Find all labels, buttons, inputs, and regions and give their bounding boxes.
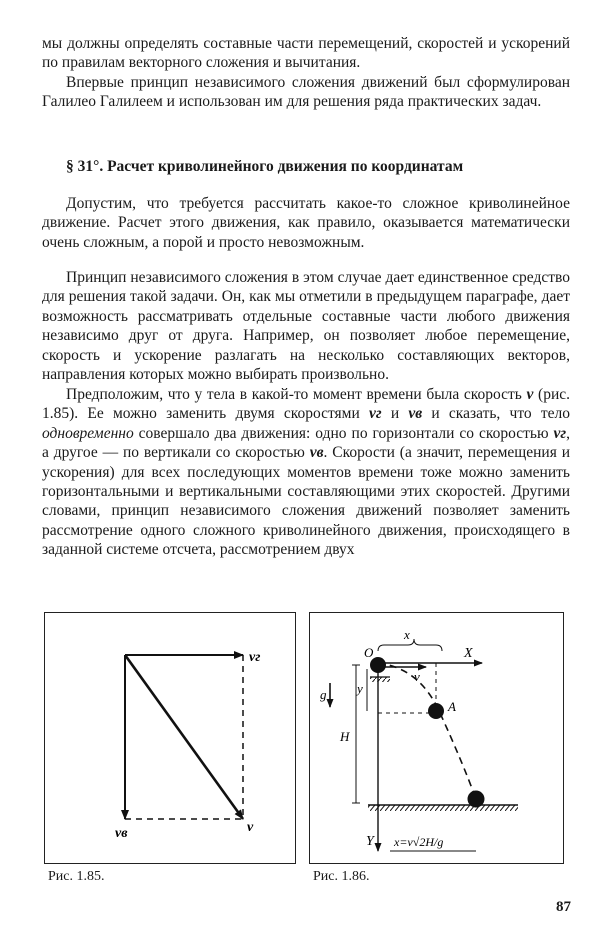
symbol-vg: vг <box>369 405 382 423</box>
section-heading: § 31°. Расчет криволинейного движения по координатам <box>66 158 464 175</box>
label-origin: O <box>364 645 374 660</box>
label-vg: vг <box>249 650 261 665</box>
label-x-distance: x <box>404 627 410 642</box>
ball-a <box>428 703 444 719</box>
figure-1-86-drawing <box>310 613 563 863</box>
trajectory <box>378 663 476 799</box>
text-fragment: и <box>381 405 409 423</box>
emphasis-simultaneously: одновременно <box>42 424 134 442</box>
label-vv: vв <box>115 826 128 841</box>
caption-fig-1-86: Рис. 1.86. <box>313 869 370 884</box>
ball-end <box>468 791 485 808</box>
figure-velocity-decomposition <box>44 612 296 864</box>
symbol-v: v <box>526 386 534 403</box>
label-gravity: g <box>320 687 327 702</box>
paragraph-velocity-decomposition <box>42 385 570 560</box>
start-support <box>370 677 390 682</box>
symbol-vg: vг <box>553 424 567 442</box>
label-velocity: v <box>414 669 420 684</box>
label-height: H <box>340 729 350 744</box>
label-axis-y: Y <box>366 834 374 849</box>
symbol-vv: vв <box>408 405 423 423</box>
paragraph-intro: мы должны определять составные части перемещений, скоростей и ускорений по правилам векторного сложения и вычитания. <box>42 35 570 72</box>
text-fragment: совершало два движения: одно по горизонтали со скоростью <box>133 424 554 442</box>
paragraph-independence: Принцип независимого сложения в этом случае дает единственное средство для решения такой задачи. Он, как мы отметили в предыдущем параграфе, дает возможность рассматривать отдельные составные части любого движения независимо друг от друга. Например, он позволяет любое перемещение, скорость и ускорение разлагать на несколько составляющих векторов, направления которых можно выбирать произвольно. <box>42 269 570 384</box>
label-range-formula: x=v√2H/g <box>394 835 444 849</box>
figure-1-85-drawing <box>45 613 295 863</box>
text-fragment: и сказать, что тело <box>422 405 571 423</box>
caption-fig-1-85: Рис. 1.85. <box>48 869 105 884</box>
text-fragment: , а другое — по вертикали со скоростью <box>42 424 570 462</box>
label-point-a: A <box>448 699 456 714</box>
figure-projectile-coordinates <box>309 612 564 864</box>
page-number: 87 <box>556 899 571 915</box>
text-fragment: (рис. 1.85). Ее можно заменить двумя скоростями <box>42 386 571 423</box>
label-v: v <box>247 820 254 835</box>
brace-x <box>378 639 442 651</box>
label-axis-x: X <box>464 646 473 661</box>
paragraph-complex-motion: Допустим, что требуется рассчитать какое-то сложное криволинейное движение. Расчет этого движения, как правило, оказывается математически очень сложным, а порой и просто невозможным. <box>42 195 570 251</box>
symbol-vv: vв <box>309 444 324 462</box>
label-y: y <box>357 681 363 696</box>
paragraph-galileo: Впервые принцип независимого сложения движений был сформулирован Галилео Галилеем и использован им для решения ряда практических задач. <box>42 74 570 111</box>
text-fragment: Предположим, что у тела в какой-то момент времени была скорость <box>66 386 527 403</box>
text-fragment: . Скорости (а значит, перемещения и ускорения) для всех последующих моментов времени тоже можно заменить горизонтальными и вертикальными составляющими этих скоростей. Другими словами, принцип независимого сложения движений позволяет заменить рассмотрение одного сложного криволинейного движения, происходящего в заданной системе отсчета, рассмотрением двух <box>42 444 570 559</box>
ground-hatch <box>368 805 518 811</box>
vector-v <box>125 655 243 819</box>
